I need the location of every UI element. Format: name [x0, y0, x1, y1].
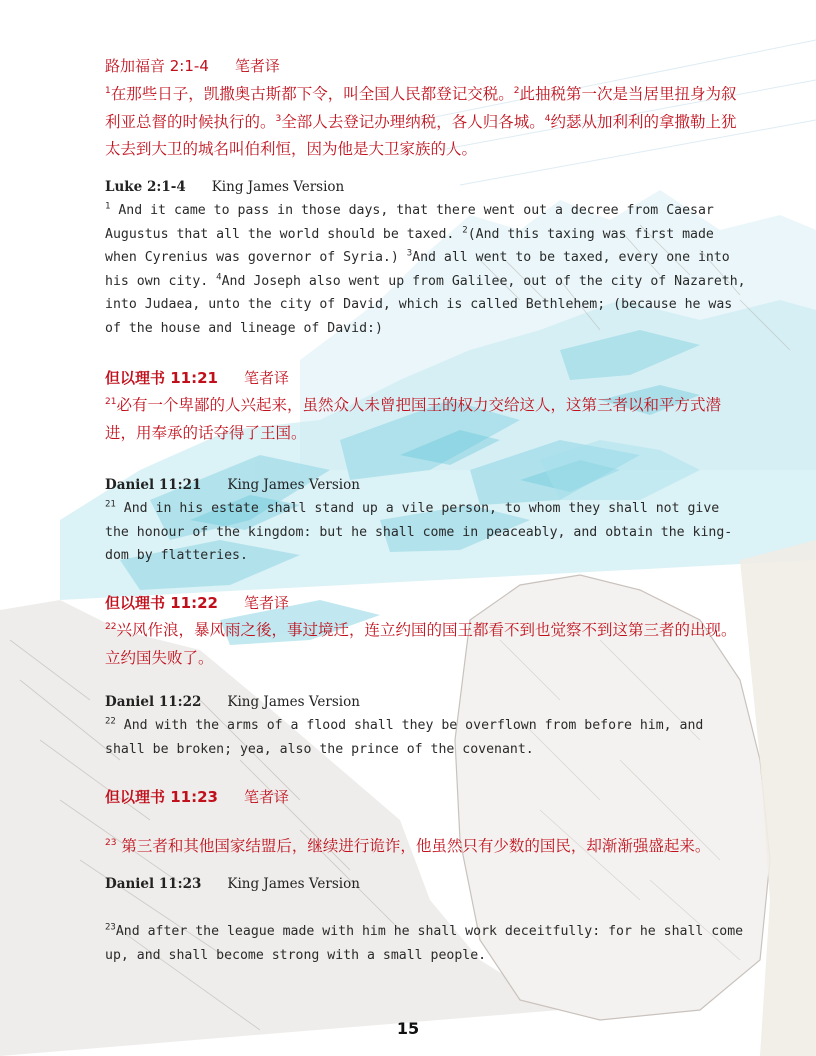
verse-number: 4	[544, 113, 551, 124]
version-label: King James Version	[227, 477, 360, 493]
daniel-11-21-kjv-text	[105, 497, 750, 568]
verse-text: 此抽税第一次是当居里扭身为叙利亚总督的时候执行的。	[105, 85, 737, 131]
verse-text: And it came to pass in those days, that there went out a decree from Caesar Augustus that all the world should be taxed.	[105, 203, 714, 242]
daniel-11-21-chinese-translation	[105, 392, 750, 447]
luke-kjv-text	[105, 199, 750, 341]
page-number: 15	[396, 1019, 420, 1038]
verse-text: And with the arms of a flood shall they be overflown from before him, and shall be broken; yea, also the prince of the covenant.	[105, 718, 704, 757]
version-label: King James Version	[227, 876, 360, 892]
daniel-11-22-kjv-text	[105, 714, 750, 761]
verse-number: 21	[105, 499, 116, 510]
verse-text: 在那些日子，凯撒奥古斯都下令，叫全国人民都登记交税。	[110, 85, 514, 103]
daniel-11-23-kjv-text	[105, 920, 750, 967]
verse-text: And all went to be taxed, every one into his own city.	[105, 250, 730, 289]
luke-chinese-translation	[105, 81, 750, 164]
verse-number: 2	[462, 225, 468, 236]
scripture-reference: 路加福音 2:1-4	[105, 57, 209, 75]
scripture-reference: 但以理书 11:22	[105, 594, 218, 612]
version-label: King James Version	[211, 179, 345, 195]
section-heading-luke-en	[105, 177, 750, 197]
verse-text: 兴风作浪，暴风雨之後，事过境迁，连立约国的国王都看不到也觉察不到这第三者的出现。立约国失败了。	[105, 621, 737, 667]
scripture-reference: Daniel 11:22	[105, 694, 202, 710]
section-heading-luke-zh	[105, 56, 750, 76]
scripture-reference: 但以理书 11:23	[105, 788, 218, 806]
verse-number: 22	[105, 621, 117, 632]
daniel-11-22-chinese-translation	[105, 617, 750, 672]
translator-tag: 笔者译	[234, 57, 280, 75]
verse-text: 约瑟从加利利的拿撒勒上犹太去到大卫的城名叫伯利恒，因为他是大卫家族的人。	[105, 112, 737, 158]
verse-number: 23	[105, 837, 117, 848]
scripture-reference: Luke 2:1-4	[105, 179, 186, 195]
section-heading-daniel-11-21-en	[105, 475, 750, 495]
verse-number: 2	[513, 85, 520, 96]
section-heading-daniel-11-23-zh	[105, 787, 750, 807]
verse-text: 全部人去登记办理纳税，各人归各城。	[281, 112, 545, 131]
verse-number: 21	[105, 396, 117, 407]
scripture-reference: 但以理书 11:21	[105, 369, 218, 387]
section-heading-daniel-11-22-en	[105, 692, 750, 712]
version-label: King James Version	[227, 694, 360, 710]
verse-text: And after the league made with him he shall work deceitfully: for he shall come up, and shall become strong with a small people.	[105, 924, 744, 963]
translator-tag: 笔者译	[243, 594, 289, 612]
verse-text: 第三者和其他国家结盟后，继续进行诡诈，他虽然只有少数的国民，却渐渐强盛起来。	[116, 837, 711, 855]
verse-number: 3	[275, 113, 282, 124]
daniel-11-23-chinese-translation	[105, 833, 750, 861]
verse-text: (And this taxing was first made when Cyrenius was governor of Syria.)	[105, 226, 714, 266]
verse-number: 1	[105, 201, 111, 212]
translator-tag: 笔者译	[243, 369, 289, 387]
section-heading-daniel-11-21-zh	[105, 368, 750, 388]
verse-number: 22	[105, 716, 116, 727]
verse-text: And in his estate shall stand up a vile person, to whom they shall not give the honour of the kingdom: but he shall come in peaceably, and obtain the king-dom by flatteries.	[105, 501, 733, 564]
verse-number: 23	[105, 922, 116, 933]
verse-text: 必有一个卑鄙的人兴起来，虽然众人未曾把国王的权力交给这人，这第三者以和平方式潜进，用奉承的话夺得了王国。	[105, 396, 721, 442]
verse-number: 3	[406, 248, 413, 259]
section-heading-daniel-11-22-zh	[105, 593, 750, 613]
verse-number: 4	[216, 272, 222, 283]
scripture-reference: Daniel 11:23	[105, 876, 202, 892]
verse-text: And Joseph also went up from Galilee, out of the city of Nazareth, into Judaea, unto the city of David, which is called Bethlehem; (because he was of the house and lineage of David:)	[105, 273, 746, 336]
section-heading-daniel-11-23-en	[105, 874, 750, 894]
scripture-reference: Daniel 11:21	[105, 477, 202, 493]
verse-number: 1	[105, 85, 111, 96]
translator-tag: 笔者译	[243, 788, 289, 806]
